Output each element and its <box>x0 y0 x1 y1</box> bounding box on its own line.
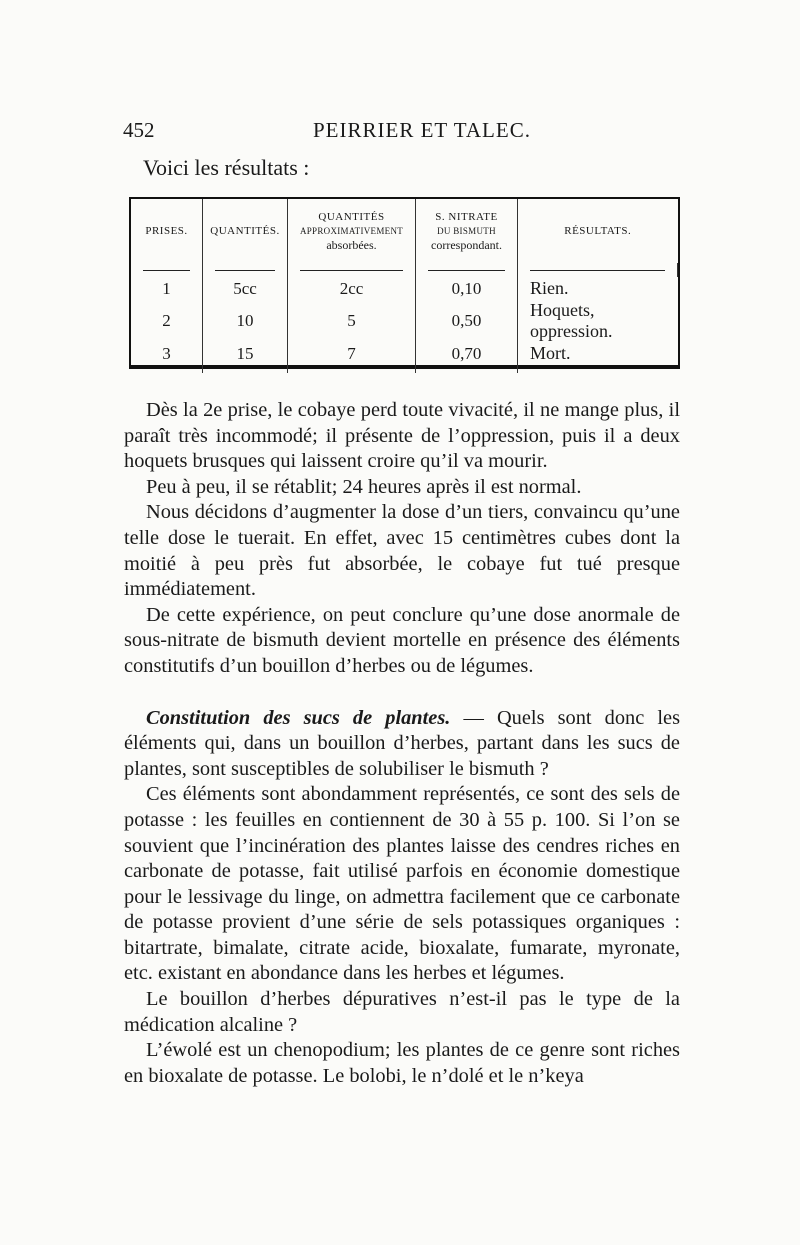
header-quantites: QUANTITÉS. <box>203 199 288 263</box>
paragraph: Dès la 2e prise, le cobaye perd toute vivacité, il ne mange plus, il paraît très incommodé; il présente de l’oppression, puis il a deux hoquets brusques qui laissent croire qu’il va mourir. <box>124 399 680 473</box>
running-title: PEIRRIER ET TALEC. <box>313 118 531 142</box>
table-row: 1 5cc 2cc 0,10 Rien. <box>131 277 678 300</box>
header-nitrate: S. NITRATE DU BISMUTH correspondant. <box>416 199 518 263</box>
paragraph: Peu à peu, il se rétablit; 24 heures après il est normal. <box>146 475 582 498</box>
header-prises: PRISES. <box>131 199 203 263</box>
results-table <box>129 197 680 369</box>
paragraph: Ces éléments sont abondamment représentés, ce sont des sels de potasse : les feuilles en contiennent de 30 à 55 p. 100. Si l’on se souvient que l’incinération des plantes laisse des cendres riches en carbonate de potasse, fait utilisé parfois en économie domestique pour le lessivage du linge, on admettra facilement que ce carbonate de potasse provient d’une série de sels potassiques organiques : bitartrate, bimalate, citrate acide, bioxalate, fumarate, myronate, etc. existant en abondance dans les herbes et légumes. <box>124 783 680 985</box>
paragraph: Le bouillon d’herbes dépuratives n’est-il pas le type de la médication alcaline ? <box>124 988 680 1036</box>
page-number: 452 <box>123 118 155 142</box>
body-text <box>124 398 680 1089</box>
paragraph: De cette expérience, on peut conclure qu’une dose anormale de sous-nitrate de bismuth devient mortelle en présence des éléments constitutifs d’un bouillon d’herbes ou de légumes. <box>124 603 680 677</box>
paragraph: L’éwolé est un chenopodium; les plantes de ce genre sont riches en bioxalate de potasse. Le bolobi, le n’dolé et le n’keya <box>124 1039 680 1087</box>
header-resultats: RÉSULTATS. <box>564 225 632 237</box>
section-paragraph: Constitution des sucs de plantes. — Quels sont donc les éléments qui, dans un bouillon d’herbes, partant dans les sucs de plantes, sont susceptibles de solubiliser le bismuth ? <box>124 706 681 780</box>
header-absorbees: QUANTITÉS APPROXIMATIVEMENT absorbées. <box>288 199 416 263</box>
intro-line: Voici les résultats : <box>143 155 310 180</box>
table-row: 3 15 7 0,70 Mort. <box>131 342 678 365</box>
table-header-row <box>131 199 678 263</box>
paragraph: Nous décidons d’augmenter la dose d’un tiers, convaincu qu’une telle dose le tuerait. En effet, avec 15 centimètres cubes dont la moitié à peu près fut absorbée, le cobaye fut tué presque immédiatement. <box>124 501 680 601</box>
table-row: 2 10 5 0,50 Hoquets, oppression. <box>131 300 678 342</box>
page-header <box>123 118 679 148</box>
section-title: Constitution des sucs de plantes. <box>146 706 451 729</box>
